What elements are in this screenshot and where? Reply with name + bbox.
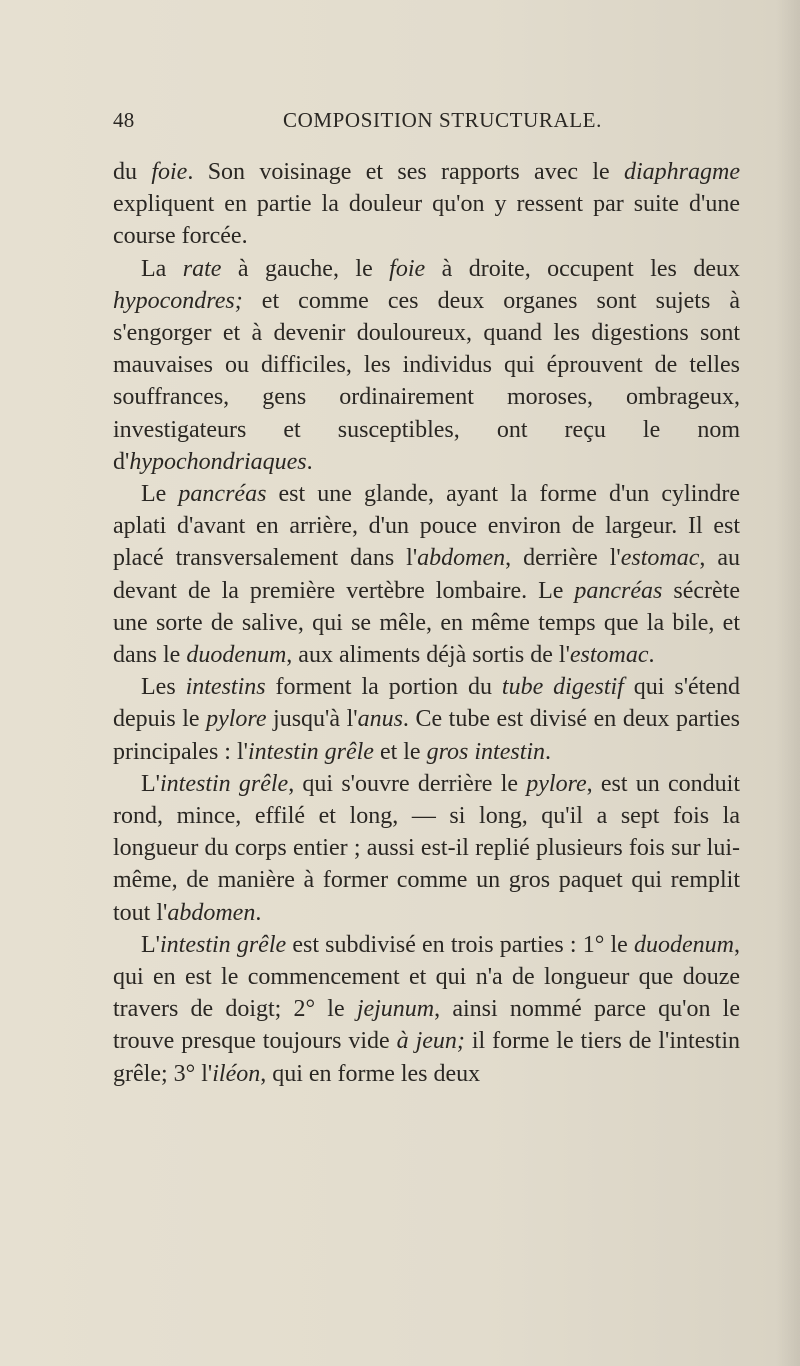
italic-term: abdomen bbox=[417, 545, 506, 572]
italic-term: foie bbox=[389, 255, 426, 282]
italic-term: estomac bbox=[569, 642, 649, 669]
paragraph-1 bbox=[113, 156, 740, 253]
italic-term: abdomen bbox=[167, 899, 256, 926]
text-run: , qui en est le commencement et qui n'a de longueur que douze travers de doigt; 2° le bbox=[113, 931, 740, 1023]
text-run: , qui s'ouvre derrière le bbox=[288, 770, 527, 797]
italic-term: intestin grêle bbox=[159, 931, 287, 958]
italic-term: gros intestin bbox=[426, 738, 546, 765]
text-run: La bbox=[141, 255, 183, 282]
italic-term: hypochondriaques bbox=[129, 448, 307, 475]
text-run: . Son voisinage et ses rapports avec le bbox=[187, 159, 624, 185]
text-run: . bbox=[255, 899, 262, 926]
italic-term: à jeun; bbox=[396, 1028, 465, 1055]
text-run: . bbox=[545, 738, 552, 765]
running-title: COMPOSITION STRUCTURALE. bbox=[283, 108, 602, 132]
paragraph-2 bbox=[113, 253, 740, 478]
italic-term: intestin grêle bbox=[247, 738, 374, 765]
text-run: jusqu'à l' bbox=[266, 706, 358, 733]
italic-term: iléon bbox=[212, 1060, 261, 1087]
italic-term: intestins bbox=[185, 674, 266, 701]
text-run: est subdivisé en trois parties : 1° le bbox=[286, 931, 635, 958]
text-run: expliquent en partie la douleur qu'on y ressent par suite d'une course forcée. bbox=[113, 191, 740, 250]
italic-term: estomac bbox=[620, 545, 700, 572]
text-run: , au devant de la première vertèbre lombaire. Le bbox=[113, 545, 740, 604]
text-run: Les bbox=[141, 674, 186, 701]
text-run: L' bbox=[141, 770, 160, 797]
italic-term: pylore bbox=[526, 770, 587, 797]
italic-term: foie bbox=[151, 159, 188, 185]
italic-term: intestin grêle bbox=[159, 770, 289, 797]
italic-term: pancréas bbox=[178, 481, 267, 508]
italic-term: anus bbox=[357, 706, 403, 733]
text-run: . Ce tube est divisé en deux parties principales : l' bbox=[113, 706, 740, 765]
text-run: , qui en forme les deux bbox=[260, 1060, 481, 1087]
text-run: et comme ces deux organes sont sujets à s'engorger et à devenir douloureux, quand les digestions sont mauvaises ou difficiles, les individus qui éprouvent de telles souffrances, gens ordinairement moroses, ombrageux, investigateurs et susceptibles, ont reçu le nom d' bbox=[113, 287, 740, 475]
text-run: et le bbox=[373, 738, 427, 765]
paragraph-4 bbox=[113, 671, 740, 768]
text-run: sécrète une sorte de salive, qui se mêle, en même temps que la bile, et dans le bbox=[113, 577, 740, 669]
page-number: 48 bbox=[113, 108, 135, 132]
text-body bbox=[113, 156, 740, 1090]
text-run: il forme le tiers de l'intestin grêle; 3° l' bbox=[113, 1028, 741, 1087]
text-run: du bbox=[113, 159, 152, 185]
italic-term: jejunum bbox=[356, 996, 435, 1023]
paragraph-5 bbox=[113, 768, 740, 929]
text-run: à droite, occupent les deux bbox=[425, 255, 740, 282]
italic-term: tube digestif bbox=[501, 674, 624, 701]
text-run: . bbox=[648, 642, 655, 669]
running-header bbox=[113, 104, 740, 134]
text-run: , ainsi nommé parce qu'on le trouve presque toujours vide bbox=[113, 996, 740, 1055]
text-run: , derrière l' bbox=[505, 545, 621, 572]
text-run: est une glande, ayant la forme d'un cylindre aplati d'avant en arrière, d'un pouce environ de largeur. Il est placé transversalement dans l' bbox=[113, 481, 741, 572]
text-run: forment la portion du bbox=[265, 674, 502, 701]
text-run: Le bbox=[141, 481, 179, 508]
italic-term: pancréas bbox=[574, 577, 663, 604]
italic-term: rate bbox=[182, 255, 222, 282]
text-run: , est un conduit rond, mince, effilé et long, — si long, qu'il a sept fois la longueur du corps entier ; aussi est-il replié plusieurs fois sur lui-même, de manière à former comme un gros paquet qui remplit tout l' bbox=[113, 770, 741, 926]
italic-term: hypocondres; bbox=[113, 287, 243, 314]
text-run: L' bbox=[141, 931, 160, 958]
italic-term: diaphragme bbox=[624, 159, 740, 185]
text-run: qui s'étend depuis le bbox=[113, 674, 741, 733]
text-run: à gauche, le bbox=[221, 255, 390, 282]
italic-term: duodenum bbox=[186, 642, 287, 669]
italic-term: pylore bbox=[206, 706, 267, 733]
text-run: . bbox=[306, 448, 313, 475]
text-run: , aux aliments déjà sortis de l' bbox=[286, 642, 570, 669]
paragraph-6 bbox=[113, 929, 740, 1090]
paragraph-3 bbox=[113, 478, 740, 671]
italic-term: duodenum bbox=[634, 931, 734, 958]
